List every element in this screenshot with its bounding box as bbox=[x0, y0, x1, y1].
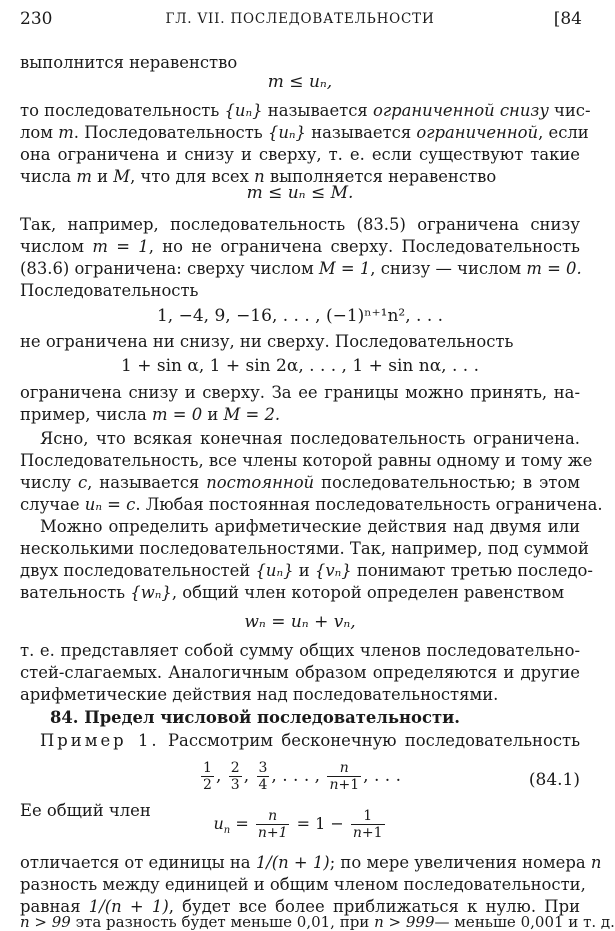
running-head: ГЛ. VII. ПОСЛЕДОВАТЕЛЬНОСТИ bbox=[165, 11, 435, 27]
formula-sin-sequence: 1 + sin α, 1 + sin 2α, . . . , 1 + sin nα, . . . bbox=[120, 356, 480, 376]
text-line: лом m. Последовательность {uₙ} называется ограниченной, если bbox=[20, 123, 589, 142]
text-line: не ограничена ни снизу, ни сверху. Последовательность bbox=[20, 332, 514, 351]
text-line: n > 99 эта разность будет меньше 0,01, при n > 999— меньше 0,001 и т. д. bbox=[20, 913, 615, 931]
formula-alternating-sequence: 1, −4, 9, −16, . . . , (−1)ⁿ⁺¹n², . . . bbox=[156, 306, 444, 326]
formula-sum-definition: wₙ = uₙ + vₙ, bbox=[244, 612, 356, 632]
equation-number: (84.1) bbox=[528, 770, 580, 790]
fraction: $\frac{1}{2}$ bbox=[203, 760, 212, 793]
text-line: Можно определить арифметические действия над двумя или bbox=[40, 517, 580, 536]
text-line: случае uₙ = c. Любая постоянная последовательность ограничена. bbox=[20, 495, 603, 514]
text-line: выполнится неравенство bbox=[20, 53, 238, 72]
fraction: $\frac{2}{3}$ bbox=[230, 760, 240, 793]
page-number: 230 bbox=[20, 9, 53, 29]
formula-m-le-un-le-M: m ≤ uₙ ≤ M. bbox=[246, 183, 354, 203]
text-line: числу c, называется постоянной последовательностью; в этом bbox=[20, 473, 580, 492]
text-line: (83.6) ограничена: сверху числом M = 1, снизу — числом m = 0. bbox=[20, 259, 582, 278]
text-line: стей-слагаемых. Аналогичным образом определяются и другие bbox=[20, 663, 580, 682]
text-line: она ограничена и снизу и сверху, т. е. если существуют такие bbox=[20, 145, 580, 164]
text-line: Последовательность bbox=[20, 281, 199, 300]
text-line: Ясно, что всякая конечная последовательность ограничена. bbox=[40, 429, 580, 448]
text-line: пример, числа m = 0 и M = 2. bbox=[20, 405, 281, 424]
text-line: Ее общий член bbox=[20, 801, 151, 820]
text-line: арифметические действия над последовательностями. bbox=[20, 685, 499, 704]
text-line: Последовательность, все члены которой равны одному и тому же bbox=[20, 451, 593, 470]
text-line: разность между единицей и общим членом последовательности, bbox=[20, 875, 586, 894]
fraction: $\frac{n}{n+1}$ bbox=[257, 808, 288, 841]
text-line: Пример 1. Рассмотрим бесконечную последовательность bbox=[40, 731, 580, 750]
text-line: Так, например, последовательность (83.5) ограничена снизу bbox=[20, 215, 580, 234]
fraction: $\frac{1}{n+1}$ bbox=[352, 808, 383, 841]
text-line: числа m и M, что для всех n выполняется неравенство bbox=[20, 167, 497, 186]
text-line: ограничена снизу и сверху. За ее границы можно принять, на- bbox=[20, 383, 580, 402]
text-line: т. е. представляет собой сумму общих членов последовательно- bbox=[20, 641, 580, 660]
text-line: то последовательность {uₙ} называется ограниченной снизу чис- bbox=[20, 101, 591, 120]
formula-84-1: $\frac{1}{2}$ , $\frac{2}{3}$ , $\frac{3}{4}$ , . . . , $\frac{n}{n+1}$ , . . . (84.1) bbox=[203, 760, 580, 793]
text-line: отличается от единицы на 1/(n + 1); по мере увеличения номера n bbox=[20, 853, 602, 872]
text-line: двух последовательностей {uₙ} и {vₙ} понимают третью последо- bbox=[20, 561, 593, 580]
text-line: равная 1/(n + 1), будет все более приближаться к нулю. При bbox=[20, 897, 580, 916]
formula-m-le-un: m ≤ uₙ, bbox=[267, 72, 333, 92]
section-heading: 84. Предел числовой последовательности. bbox=[50, 708, 460, 727]
section-marker: [84 bbox=[553, 9, 582, 29]
text-line: вательность {wₙ}, общий член которой определен равенством bbox=[20, 583, 565, 602]
fraction: $\frac{3}{4}$ bbox=[258, 760, 268, 793]
fraction: $\frac{n}{n+1}$ bbox=[329, 760, 360, 793]
text-line: числом m = 1, но не ограничена сверху. Последовательность bbox=[20, 237, 580, 256]
formula-general-term: $u_n$ = $\frac{n}{n+1}$ = 1 − $\frac{1}{n+1}$ bbox=[213, 808, 383, 841]
text-line: несколькими последовательностями. Так, например, под суммой bbox=[20, 539, 589, 558]
